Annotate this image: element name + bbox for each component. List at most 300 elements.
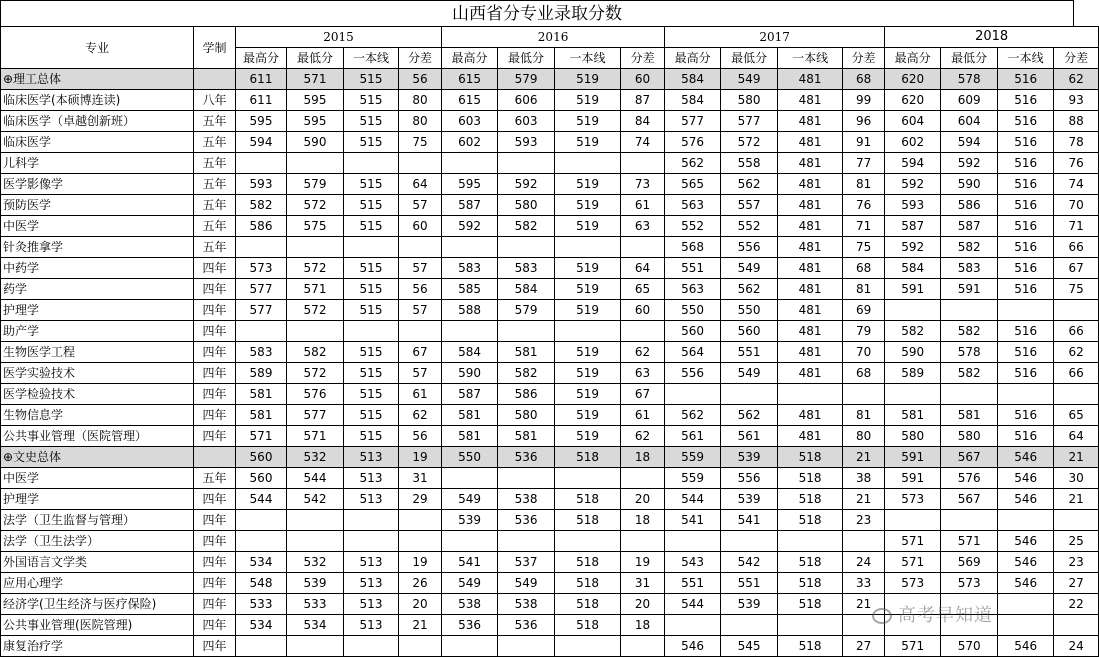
score-cell: 515	[344, 69, 399, 90]
score-cell: 56	[399, 69, 442, 90]
score-cell: 585	[442, 279, 498, 300]
duration-cell: 四年	[194, 573, 236, 594]
score-cell: 604	[941, 111, 998, 132]
table-row	[1, 321, 1099, 342]
score-cell: 611	[236, 90, 287, 111]
duration-cell: 八年	[194, 90, 236, 111]
score-cell: 541	[665, 510, 721, 531]
score-cell: 536	[498, 447, 555, 468]
score-cell: 519	[555, 405, 621, 426]
score-cell: 541	[721, 510, 778, 531]
score-cell: 519	[555, 69, 621, 90]
score-cell: 515	[344, 300, 399, 321]
duration-cell: 五年	[194, 468, 236, 489]
subheader-cell: 最低分	[941, 48, 998, 69]
score-cell: 515	[344, 216, 399, 237]
score-cell: 587	[442, 195, 498, 216]
score-cell: 546	[665, 636, 721, 657]
score-cell: 556	[721, 237, 778, 258]
score-cell	[665, 531, 721, 552]
score-cell: 543	[665, 552, 721, 573]
score-cell: 33	[843, 573, 885, 594]
score-cell: 568	[665, 237, 721, 258]
score-cell: 518	[778, 594, 843, 615]
score-cell: 552	[721, 216, 778, 237]
subheader-cell: 分差	[399, 48, 442, 69]
score-cell: 481	[778, 258, 843, 279]
score-cell: 515	[344, 258, 399, 279]
score-cell: 519	[555, 132, 621, 153]
score-cell: 563	[665, 195, 721, 216]
score-cell: 519	[555, 90, 621, 111]
score-cell: 516	[998, 132, 1054, 153]
score-cell: 516	[998, 405, 1054, 426]
score-cell: 518	[778, 552, 843, 573]
score-cell: 18	[621, 447, 665, 468]
score-cell: 519	[555, 426, 621, 447]
score-cell: 549	[442, 489, 498, 510]
score-cell: 18	[621, 615, 665, 636]
score-cell: 74	[621, 132, 665, 153]
score-cell: 481	[778, 363, 843, 384]
score-cell: 556	[721, 468, 778, 489]
score-cell: 562	[665, 405, 721, 426]
score-cell: 581	[236, 405, 287, 426]
score-cell: 56	[399, 279, 442, 300]
score-cell: 571	[941, 531, 998, 552]
score-cell: 594	[941, 132, 998, 153]
score-cell: 581	[442, 405, 498, 426]
score-cell: 88	[1054, 111, 1099, 132]
score-cell	[843, 384, 885, 405]
score-cell: 550	[442, 447, 498, 468]
score-cell: 544	[665, 489, 721, 510]
score-cell: 481	[778, 426, 843, 447]
duration-cell: 四年	[194, 426, 236, 447]
major-cell: 医学影像学	[1, 174, 194, 195]
table-row	[1, 573, 1099, 594]
score-cell: 519	[555, 279, 621, 300]
score-cell: 593	[885, 195, 941, 216]
score-cell: 577	[236, 279, 287, 300]
score-cell: 21	[1054, 489, 1099, 510]
score-cell: 592	[885, 237, 941, 258]
score-cell: 603	[498, 111, 555, 132]
score-cell	[998, 510, 1054, 531]
score-cell: 573	[885, 573, 941, 594]
major-cell: 预防医学	[1, 195, 194, 216]
score-cell: 581	[885, 405, 941, 426]
score-cell: 557	[721, 195, 778, 216]
score-cell: 74	[1054, 174, 1099, 195]
score-cell	[442, 531, 498, 552]
score-cell: 595	[287, 111, 344, 132]
major-cell: 医学实验技术	[1, 363, 194, 384]
score-cell: 615	[442, 69, 498, 90]
major-cell: ⊕理工总体	[1, 69, 194, 90]
table-row	[1, 153, 1099, 174]
watermark-text: 高考早知道	[898, 605, 993, 626]
score-cell: 516	[998, 279, 1054, 300]
score-cell: 96	[843, 111, 885, 132]
score-cell: 73	[621, 174, 665, 195]
score-cell: 576	[665, 132, 721, 153]
score-cell: 71	[1054, 216, 1099, 237]
score-cell: 532	[287, 447, 344, 468]
score-cell: 66	[1054, 321, 1099, 342]
score-cell: 76	[1054, 153, 1099, 174]
score-cell: 578	[941, 342, 998, 363]
score-cell: 591	[885, 447, 941, 468]
score-cell: 23	[843, 510, 885, 531]
score-cell: 571	[885, 531, 941, 552]
table-row	[1, 510, 1099, 531]
score-cell: 62	[1054, 69, 1099, 90]
score-cell: 580	[498, 405, 555, 426]
score-cell: 567	[941, 489, 998, 510]
score-cell: 548	[236, 573, 287, 594]
score-cell: 560	[236, 468, 287, 489]
score-cell: 516	[998, 153, 1054, 174]
score-cell: 565	[665, 174, 721, 195]
score-cell	[1054, 510, 1099, 531]
score-cell: 551	[665, 573, 721, 594]
score-cell: 68	[843, 69, 885, 90]
score-cell	[621, 153, 665, 174]
score-cell	[287, 510, 344, 531]
major-cell: 生物医学工程	[1, 342, 194, 363]
score-cell	[344, 636, 399, 657]
score-cell: 584	[885, 258, 941, 279]
score-cell: 584	[498, 279, 555, 300]
score-cell: 588	[442, 300, 498, 321]
score-cell: 583	[498, 258, 555, 279]
score-cell: 580	[721, 90, 778, 111]
score-cell: 75	[1054, 279, 1099, 300]
duration-cell: 四年	[194, 279, 236, 300]
duration-cell: 五年	[194, 153, 236, 174]
wechat-logo-icon	[872, 608, 892, 624]
major-cell: 护理学	[1, 300, 194, 321]
score-cell: 533	[236, 594, 287, 615]
score-cell: 592	[941, 153, 998, 174]
table-row	[1, 489, 1099, 510]
score-cell: 63	[621, 363, 665, 384]
score-cell	[287, 321, 344, 342]
score-cell: 57	[399, 363, 442, 384]
score-cell: 551	[721, 573, 778, 594]
score-cell: 60	[621, 300, 665, 321]
score-cell: 481	[778, 69, 843, 90]
score-cell: 582	[498, 363, 555, 384]
duration-cell: 五年	[194, 132, 236, 153]
major-cell: 康复治疗学	[1, 636, 194, 657]
score-cell	[555, 153, 621, 174]
duration-cell: 四年	[194, 363, 236, 384]
score-cell: 591	[885, 468, 941, 489]
score-cell: 519	[555, 111, 621, 132]
subheader-cell: 最低分	[498, 48, 555, 69]
score-cell: 515	[344, 132, 399, 153]
score-cell: 23	[1054, 552, 1099, 573]
score-cell: 516	[998, 258, 1054, 279]
score-cell: 519	[555, 195, 621, 216]
score-cell: 582	[498, 216, 555, 237]
table-row	[1, 468, 1099, 489]
score-cell: 22	[1054, 594, 1099, 615]
major-cell: 助产学	[1, 321, 194, 342]
score-cell: 590	[287, 132, 344, 153]
score-cell: 542	[721, 552, 778, 573]
table-row	[1, 552, 1099, 573]
score-cell	[621, 468, 665, 489]
duration-cell: 四年	[194, 405, 236, 426]
table-row	[1, 258, 1099, 279]
score-cell	[555, 321, 621, 342]
major-cell: 经济学(卫生经济与医疗保险)	[1, 594, 194, 615]
score-cell: 577	[721, 111, 778, 132]
score-cell: 576	[287, 384, 344, 405]
score-cell: 591	[885, 279, 941, 300]
score-cell	[287, 153, 344, 174]
score-cell: 21	[843, 447, 885, 468]
score-cell: 546	[998, 636, 1054, 657]
score-cell	[442, 153, 498, 174]
score-cell: 481	[778, 342, 843, 363]
score-cell: 66	[1054, 363, 1099, 384]
score-cell	[1054, 384, 1099, 405]
score-cell: 518	[555, 552, 621, 573]
score-cell	[778, 615, 843, 636]
score-cell: 31	[399, 468, 442, 489]
duration-cell	[194, 447, 236, 468]
score-cell: 564	[665, 342, 721, 363]
score-cell: 562	[721, 279, 778, 300]
score-cell: 593	[498, 132, 555, 153]
score-cell: 580	[885, 426, 941, 447]
score-cell	[498, 468, 555, 489]
score-cell: 518	[555, 447, 621, 468]
score-cell: 516	[998, 216, 1054, 237]
score-cell: 549	[721, 258, 778, 279]
score-cell: 562	[721, 405, 778, 426]
score-cell	[498, 237, 555, 258]
score-cell: 65	[1054, 405, 1099, 426]
score-cell: 515	[344, 111, 399, 132]
score-cell	[941, 384, 998, 405]
score-cell: 579	[287, 174, 344, 195]
score-cell: 68	[843, 363, 885, 384]
score-cell	[555, 636, 621, 657]
duration-cell: 五年	[194, 174, 236, 195]
subheader-cell: 一本线	[778, 48, 843, 69]
table-body	[1, 69, 1099, 657]
score-cell: 516	[998, 69, 1054, 90]
score-cell: 516	[998, 195, 1054, 216]
score-cell	[621, 237, 665, 258]
score-cell: 552	[665, 216, 721, 237]
major-cell: 法学（卫生法学）	[1, 531, 194, 552]
score-cell	[498, 531, 555, 552]
score-cell	[399, 636, 442, 657]
score-cell: 515	[344, 195, 399, 216]
score-cell: 538	[498, 594, 555, 615]
score-cell: 544	[287, 468, 344, 489]
score-cell: 594	[236, 132, 287, 153]
score-cell: 561	[721, 426, 778, 447]
score-cell: 19	[621, 552, 665, 573]
score-cell	[344, 321, 399, 342]
score-cell: 571	[287, 279, 344, 300]
score-cell: 481	[778, 111, 843, 132]
score-cell: 19	[399, 552, 442, 573]
score-cell: 69	[843, 300, 885, 321]
score-cell: 582	[885, 321, 941, 342]
score-cell: 550	[721, 300, 778, 321]
score-cell: 81	[843, 405, 885, 426]
table-title: 山西省分专业录取分数	[0, 0, 1074, 26]
score-cell: 81	[843, 279, 885, 300]
duration-header: 学制	[194, 27, 236, 69]
score-cell	[344, 153, 399, 174]
score-cell: 577	[236, 300, 287, 321]
score-cell: 24	[843, 552, 885, 573]
subheader-cell: 一本线	[555, 48, 621, 69]
score-cell: 602	[885, 132, 941, 153]
score-cell	[442, 237, 498, 258]
score-cell: 562	[721, 174, 778, 195]
score-cell: 31	[621, 573, 665, 594]
table-row	[1, 384, 1099, 405]
duration-cell: 四年	[194, 384, 236, 405]
score-cell: 544	[665, 594, 721, 615]
score-cell	[287, 531, 344, 552]
score-cell: 562	[665, 153, 721, 174]
score-cell: 592	[442, 216, 498, 237]
score-cell	[885, 510, 941, 531]
score-cell: 586	[498, 384, 555, 405]
score-cell: 581	[498, 426, 555, 447]
score-cell: 549	[721, 69, 778, 90]
score-cell: 519	[555, 174, 621, 195]
score-cell: 595	[236, 111, 287, 132]
duration-cell: 四年	[194, 342, 236, 363]
score-cell: 56	[399, 426, 442, 447]
score-cell: 584	[442, 342, 498, 363]
score-cell: 533	[287, 594, 344, 615]
score-cell: 24	[1054, 636, 1099, 657]
group-row	[1, 447, 1099, 468]
score-cell: 583	[442, 258, 498, 279]
score-cell: 513	[344, 573, 399, 594]
score-cell	[665, 615, 721, 636]
score-cell: 93	[1054, 90, 1099, 111]
score-cell	[555, 237, 621, 258]
score-cell	[778, 531, 843, 552]
major-cell: 中药学	[1, 258, 194, 279]
score-cell: 481	[778, 237, 843, 258]
duration-cell: 四年	[194, 615, 236, 636]
major-cell: 法学（卫生监督与管理）	[1, 510, 194, 531]
score-cell: 573	[941, 573, 998, 594]
score-cell: 571	[885, 636, 941, 657]
subheader-cell: 最高分	[885, 48, 941, 69]
score-cell: 27	[1054, 573, 1099, 594]
duration-cell: 五年	[194, 216, 236, 237]
score-cell	[287, 237, 344, 258]
score-cell: 587	[885, 216, 941, 237]
score-cell	[998, 615, 1054, 636]
duration-cell: 四年	[194, 300, 236, 321]
score-cell	[344, 237, 399, 258]
score-cell: 518	[555, 573, 621, 594]
score-cell: 481	[778, 153, 843, 174]
duration-cell: 四年	[194, 489, 236, 510]
score-cell: 581	[236, 384, 287, 405]
score-cell: 79	[843, 321, 885, 342]
score-cell: 519	[555, 300, 621, 321]
score-cell	[778, 384, 843, 405]
score-cell: 575	[287, 216, 344, 237]
score-cell: 559	[665, 447, 721, 468]
score-cell: 544	[236, 489, 287, 510]
table-row	[1, 132, 1099, 153]
score-cell	[998, 594, 1054, 615]
score-cell: 481	[778, 132, 843, 153]
score-cell: 609	[941, 90, 998, 111]
major-cell: ⊕文史总体	[1, 447, 194, 468]
score-cell: 70	[843, 342, 885, 363]
score-cell: 21	[399, 615, 442, 636]
score-cell: 71	[843, 216, 885, 237]
duration-cell: 四年	[194, 636, 236, 657]
score-cell: 481	[778, 300, 843, 321]
duration-cell: 四年	[194, 510, 236, 531]
score-cell: 75	[399, 132, 442, 153]
score-cell: 29	[399, 489, 442, 510]
year-header-2015: 2015	[236, 27, 442, 48]
score-cell: 558	[721, 153, 778, 174]
major-cell: 医学检验技术	[1, 384, 194, 405]
score-cell	[399, 237, 442, 258]
score-cell: 581	[498, 342, 555, 363]
duration-cell: 四年	[194, 321, 236, 342]
score-cell: 515	[344, 279, 399, 300]
score-cell: 20	[621, 489, 665, 510]
score-cell	[998, 300, 1054, 321]
score-cell: 66	[1054, 237, 1099, 258]
score-cell: 516	[998, 426, 1054, 447]
score-cell: 590	[941, 174, 998, 195]
score-cell	[885, 384, 941, 405]
score-cell: 615	[442, 90, 498, 111]
score-cell: 580	[498, 195, 555, 216]
score-cell	[621, 531, 665, 552]
duration-cell: 四年	[194, 258, 236, 279]
table-row	[1, 279, 1099, 300]
score-cell: 571	[287, 426, 344, 447]
score-cell: 519	[555, 258, 621, 279]
table-row	[1, 426, 1099, 447]
score-cell: 38	[843, 468, 885, 489]
score-cell: 70	[1054, 195, 1099, 216]
score-cell: 515	[344, 363, 399, 384]
score-cell: 481	[778, 216, 843, 237]
major-cell: 应用心理学	[1, 573, 194, 594]
score-cell: 546	[998, 552, 1054, 573]
score-cell: 481	[778, 321, 843, 342]
duration-cell: 四年	[194, 594, 236, 615]
